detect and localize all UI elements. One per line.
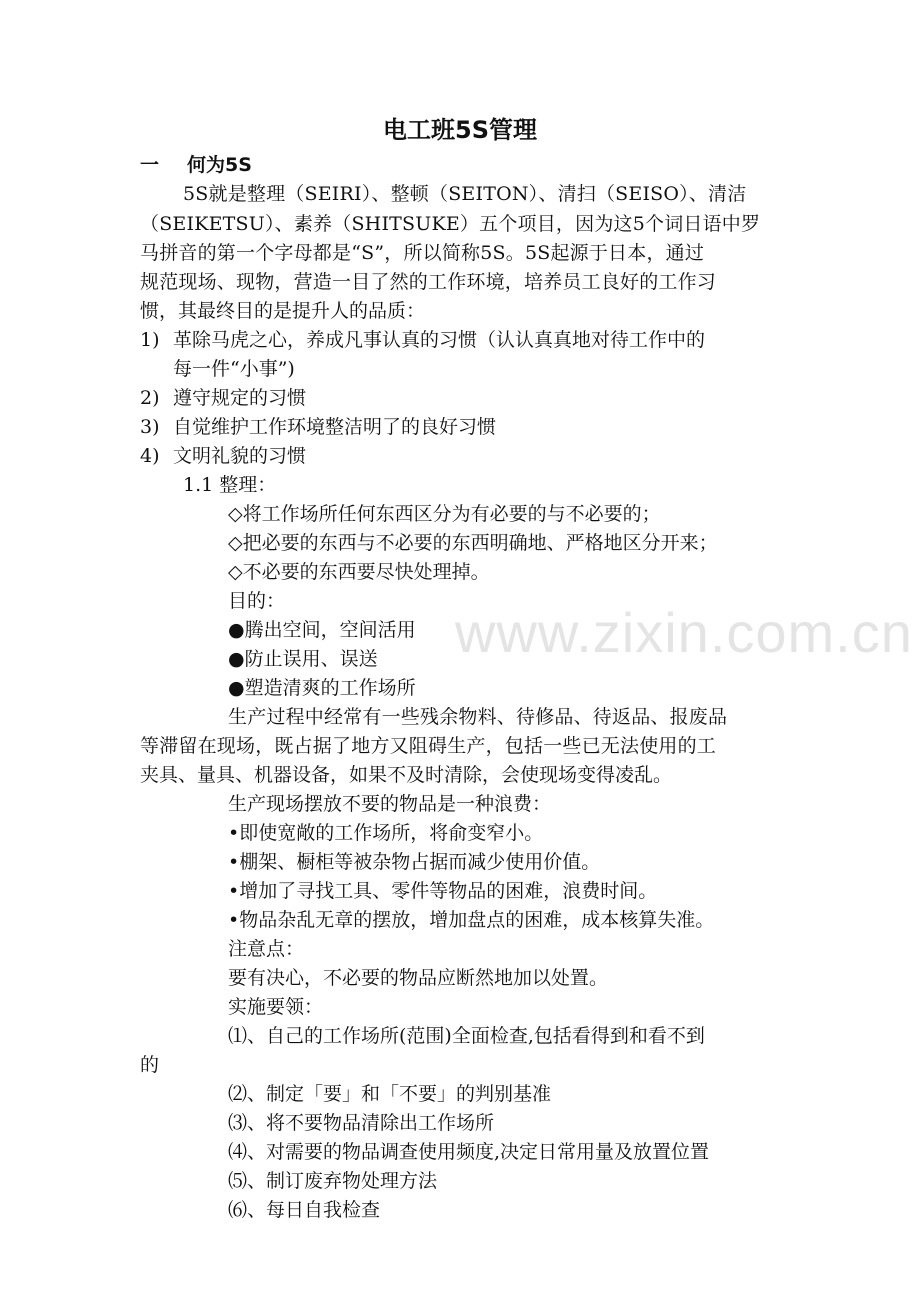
note-text: 要有决心，不必要的物品应断然地加以处置。 bbox=[228, 967, 609, 989]
goal-number: 4) bbox=[140, 445, 160, 467]
diamond-item: ◇把必要的东西与不必要的东西明确地、严格地区分开来； bbox=[228, 532, 718, 554]
implementation-step: ⑶、将不要物品清除出工作场所 bbox=[228, 1112, 495, 1134]
goal-number: 3) bbox=[140, 416, 160, 438]
paragraph-line: 生产过程中经常有一些残余物料、待修品、待返品、报废品 bbox=[228, 706, 728, 728]
goal-text-continued: 每一件“小事”) bbox=[173, 358, 295, 380]
document-title: 电工班5S管理 bbox=[383, 116, 537, 144]
paragraph-line: 等滞留在现场，既占据了地方又阻碍生产，包括一些已无法使用的工 bbox=[140, 735, 717, 757]
purpose-label: 目的： bbox=[228, 590, 286, 612]
goal-text: 文明礼貌的习惯 bbox=[173, 445, 307, 467]
waste-item: •即使宽敞的工作场所，将俞变窄小。 bbox=[228, 822, 544, 844]
waste-intro: 生产现场摆放不要的物品是一种浪费： bbox=[228, 793, 552, 815]
implementation-step: ⑵、制定「要」和「不要」的判别基准 bbox=[228, 1083, 552, 1105]
intro-line: 规范现场、现物，营造一目了然的工作环境，培养员工良好的工作习 bbox=[140, 271, 717, 293]
intro-line: 惯，其最终目的是提升人的品质： bbox=[140, 300, 426, 322]
purpose-item: ●防止误用、误送 bbox=[228, 648, 378, 670]
section-number: 一 bbox=[140, 154, 160, 176]
intro-line: 马拼音的第一个字母都是“S”，所以简称5S。5S起源于日本，通过 bbox=[140, 242, 705, 264]
subsection-heading: 1.1 整理： bbox=[183, 474, 277, 496]
goal-number: 1) bbox=[140, 329, 160, 351]
note-label: 注意点： bbox=[228, 938, 305, 960]
waste-item: •棚架、橱柜等被杂物占据而减少使用价值。 bbox=[228, 851, 601, 873]
implementation-step: ⑸、制订废弃物处理方法 bbox=[228, 1170, 438, 1192]
implementation-step: ⑹、每日自我检查 bbox=[228, 1199, 381, 1221]
section-heading: 何为5S bbox=[187, 154, 252, 176]
implementation-step: ⑴、自己的工作场所(范围)全面检查,包括看得到和看不到 bbox=[228, 1025, 705, 1047]
implementation-step-continued: 的 bbox=[140, 1054, 160, 1076]
diamond-item: ◇不必要的东西要尽快处理掉。 bbox=[228, 561, 490, 583]
waste-item: •增加了寻找工具、零件等物品的困难，浪费时间。 bbox=[228, 880, 658, 902]
purpose-item: ●塑造清爽的工作场所 bbox=[228, 677, 416, 699]
goal-text: 革除马虎之心，养成凡事认真的习惯（认认真真地对待工作中的 bbox=[173, 329, 706, 351]
purpose-item: ●腾出空间，空间活用 bbox=[228, 619, 416, 641]
intro-line: （SEIKETSU）、素养（SHITSUKE）五个项目，因为这5个词日语中罗 bbox=[140, 213, 761, 235]
waste-item: •物品杂乱无章的摆放，增加盘点的困难，成本核算失准。 bbox=[228, 909, 715, 931]
diamond-item: ◇将工作场所任何东西区分为有必要的与不必要的； bbox=[228, 503, 661, 525]
goal-text: 自觉维护工作环境整洁明了的良好习惯 bbox=[173, 416, 497, 438]
implementation-step: ⑷、对需要的物品调查使用频度,决定日常用量及放置位置 bbox=[228, 1141, 710, 1163]
watermark: www.zixin.com.cn bbox=[455, 601, 913, 664]
goal-number: 2) bbox=[140, 387, 160, 409]
intro-line: 5S就是整理（SEIRI）、整顿（SEITON）、清扫（SEISO）、清洁 bbox=[183, 183, 747, 205]
paragraph-line: 夹具、量具、机器设备，如果不及时清除，会使现场变得凌乱。 bbox=[140, 764, 673, 786]
implementation-label: 实施要领： bbox=[228, 996, 324, 1018]
goal-text: 遵守规定的习惯 bbox=[173, 387, 307, 409]
